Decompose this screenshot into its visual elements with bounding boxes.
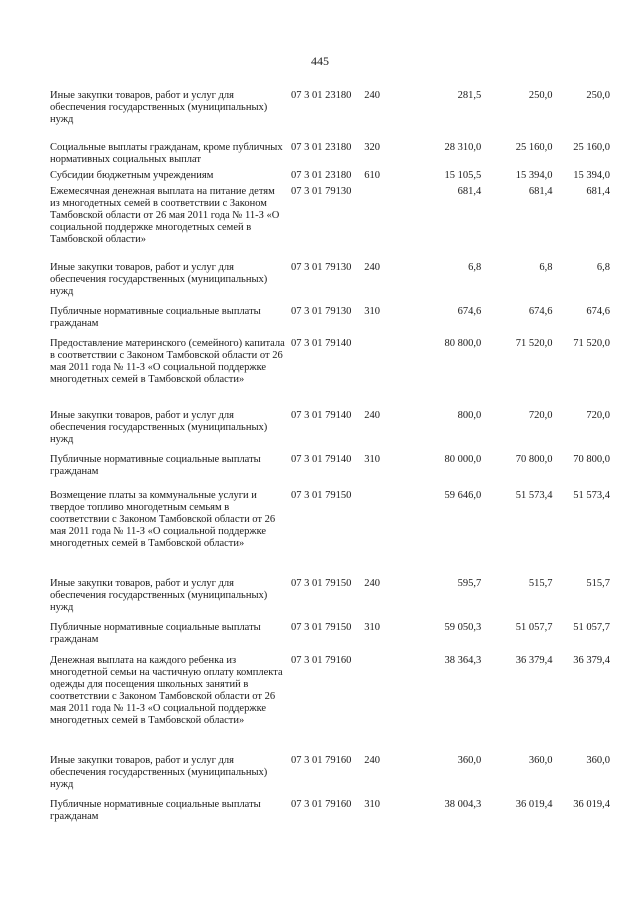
row-kind: 240 xyxy=(364,578,380,589)
row-description: Публичные нормативные социальные выплаты гражданам xyxy=(50,799,261,822)
row-kind: 310 xyxy=(364,306,380,317)
row-description: Публичные нормативные социальные выплаты гражданам xyxy=(50,622,261,645)
row-value-1: 59 646,0 xyxy=(444,490,482,501)
row-value-2: 250,0 xyxy=(528,90,553,101)
row-value-1: 681,4 xyxy=(457,186,482,197)
row-value-3: 6,8 xyxy=(596,262,610,273)
table-row xyxy=(50,170,610,186)
row-kind: 240 xyxy=(364,755,380,766)
table-row xyxy=(50,655,610,755)
row-value-3: 36 019,4 xyxy=(573,799,610,810)
table-row xyxy=(50,90,610,142)
table-row xyxy=(50,262,610,306)
row-code: 07 3 01 79130 xyxy=(291,306,352,317)
row-description: Публичные нормативные социальные выплаты гражданам xyxy=(50,454,261,477)
row-value-1: 28 310,0 xyxy=(444,142,482,153)
row-description: Ежемесячная денежная выплата на питание детям из многодетных семей в соответствии с Законом Тамбовской области от 26 мая 2011 года № 11-З «О социальной поддержке многодетных семей в Тамбовской области» xyxy=(50,186,280,245)
row-kind: 240 xyxy=(364,90,380,101)
row-value-3: 250,0 xyxy=(586,90,610,101)
row-value-2: 681,4 xyxy=(528,186,553,197)
row-value-2: 15 394,0 xyxy=(515,170,553,181)
row-value-3: 36 379,4 xyxy=(573,655,610,666)
row-value-1: 15 105,5 xyxy=(444,170,482,181)
row-value-1: 674,6 xyxy=(457,306,482,317)
row-value-1: 80 800,0 xyxy=(444,338,482,349)
row-code: 07 3 01 79160 xyxy=(291,755,352,766)
row-value-3: 15 394,0 xyxy=(573,170,610,181)
row-kind: 310 xyxy=(364,799,380,810)
row-value-2: 51 057,7 xyxy=(515,622,553,633)
row-value-1: 38 004,3 xyxy=(444,799,482,810)
row-value-2: 6,8 xyxy=(539,262,553,273)
row-value-1: 281,5 xyxy=(457,90,482,101)
table-row xyxy=(50,454,610,490)
row-kind: 610 xyxy=(364,170,380,181)
row-value-3: 51 057,7 xyxy=(573,622,610,633)
table-row xyxy=(50,755,610,799)
row-value-2: 25 160,0 xyxy=(515,142,553,153)
row-value-3: 71 520,0 xyxy=(573,338,610,349)
row-value-2: 674,6 xyxy=(528,306,553,317)
row-value-2: 71 520,0 xyxy=(515,338,553,349)
table-row xyxy=(50,622,610,655)
row-value-1: 6,8 xyxy=(468,262,482,273)
row-description: Иные закупки товаров, работ и услуг для обеспечения государственных (муниципальных) нужд xyxy=(50,262,268,297)
row-description: Субсидии бюджетным учреждениям xyxy=(50,170,214,181)
row-value-3: 25 160,0 xyxy=(573,142,610,153)
row-description: Социальные выплаты гражданам, кроме публичных нормативных социальных выплат xyxy=(50,142,283,165)
row-description: Предоставление материнского (семейного) капитала в соответствии с Законом Тамбовской области от 26 мая 2011 года № 11-З «О социальной поддержке многодетных семей в Тамбовской области» xyxy=(50,338,285,385)
row-value-2: 51 573,4 xyxy=(515,490,553,501)
table-row xyxy=(50,142,610,170)
row-description: Возмещение платы за коммунальные услуги и твердое топливо многодетным семьям в соответствии с Законом Тамбовской области от 26 мая 2011 года № 11-З «О социальной поддержке многодетных семей в Тамбовской области» xyxy=(50,490,276,549)
row-code: 07 3 01 23180 xyxy=(291,142,352,153)
row-value-1: 800,0 xyxy=(457,410,482,421)
row-description: Иные закупки товаров, работ и услуг для обеспечения государственных (муниципальных) нужд xyxy=(50,755,268,790)
row-kind: 310 xyxy=(364,454,380,465)
row-value-2: 36 379,4 xyxy=(515,655,553,666)
table-row xyxy=(50,799,610,829)
row-kind: 310 xyxy=(364,622,380,633)
row-code: 07 3 01 79160 xyxy=(291,655,352,666)
row-value-1: 38 364,3 xyxy=(444,655,482,666)
row-description: Иные закупки товаров, работ и услуг для обеспечения государственных (муниципальных) нужд xyxy=(50,90,268,125)
row-value-2: 36 019,4 xyxy=(515,799,553,810)
table-row xyxy=(50,306,610,338)
row-kind: 320 xyxy=(364,142,380,153)
row-value-3: 515,7 xyxy=(586,578,610,589)
row-value-2: 360,0 xyxy=(528,755,553,766)
row-description: Иные закупки товаров, работ и услуг для обеспечения государственных (муниципальных) нужд xyxy=(50,410,268,445)
row-description: Публичные нормативные социальные выплаты гражданам xyxy=(50,306,261,329)
row-description: Денежная выплата на каждого ребенка из многодетной семьи на частичную оплату комплекта одежды для посещения школьных занятий в соответствии с Законом Тамбовской области от 26 мая 2011 года № 11-З «О социальной поддержке многодетных семей в Тамбовской области» xyxy=(50,655,283,726)
row-value-3: 51 573,4 xyxy=(573,490,610,501)
row-code: 07 3 01 79150 xyxy=(291,490,352,501)
row-code: 07 3 01 79130 xyxy=(291,262,352,273)
table-row xyxy=(50,186,610,262)
row-code: 07 3 01 23180 xyxy=(291,170,352,181)
row-code: 07 3 01 79150 xyxy=(291,622,352,633)
row-value-1: 59 050,3 xyxy=(444,622,482,633)
page-number: 445 xyxy=(311,54,329,68)
table-row xyxy=(50,338,610,410)
table-row xyxy=(50,410,610,454)
row-value-1: 80 000,0 xyxy=(444,454,482,465)
row-value-3: 360,0 xyxy=(586,755,610,766)
row-code: 07 3 01 79140 xyxy=(291,338,352,349)
row-code: 07 3 01 79130 xyxy=(291,186,352,197)
row-kind: 240 xyxy=(364,262,380,273)
row-code: 07 3 01 23180 xyxy=(291,90,352,101)
row-value-2: 515,7 xyxy=(528,578,553,589)
row-value-2: 70 800,0 xyxy=(515,454,553,465)
row-value-3: 674,6 xyxy=(586,306,610,317)
table-row xyxy=(50,490,610,578)
row-value-1: 595,7 xyxy=(457,578,482,589)
row-code: 07 3 01 79140 xyxy=(291,410,352,421)
row-value-3: 681,4 xyxy=(586,186,610,197)
row-code: 07 3 01 79140 xyxy=(291,454,352,465)
row-kind: 240 xyxy=(364,410,380,421)
row-code: 07 3 01 79160 xyxy=(291,799,352,810)
row-value-1: 360,0 xyxy=(457,755,482,766)
row-description: Иные закупки товаров, работ и услуг для обеспечения государственных (муниципальных) нужд xyxy=(50,578,268,613)
row-value-2: 720,0 xyxy=(528,410,553,421)
budget-table xyxy=(50,90,610,829)
row-value-3: 720,0 xyxy=(586,410,610,421)
table-row xyxy=(50,578,610,622)
row-value-3: 70 800,0 xyxy=(573,454,610,465)
row-code: 07 3 01 79150 xyxy=(291,578,352,589)
